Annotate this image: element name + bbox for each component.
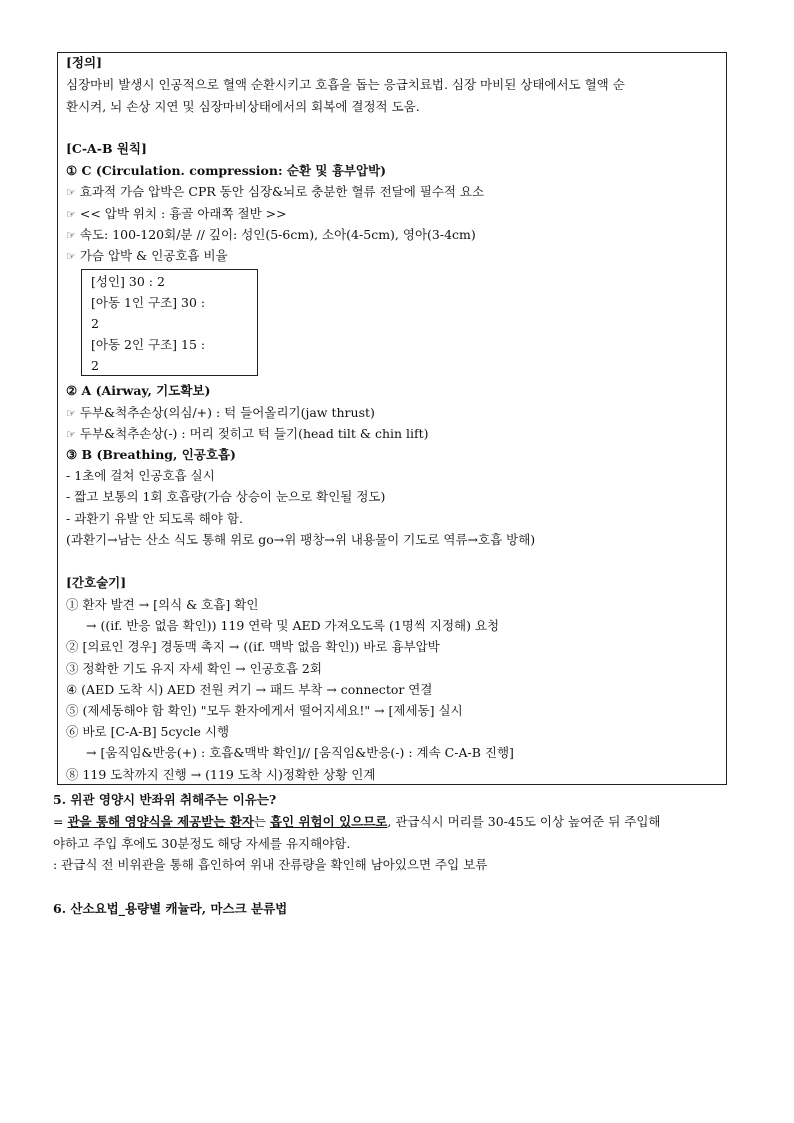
nursing-step: ⑧ 119 도착까지 진행 → (119 도착 시)정확한 상황 인계 — [66, 767, 376, 782]
q5-answer-line-2: 야하고 주입 후에도 30분정도 해당 자세를 유지해야함. — [53, 836, 351, 851]
definition-heading: [정의] — [66, 55, 102, 70]
nursing-step: ⑥ 바로 [C-A-B] 5cycle 시행 — [66, 724, 230, 739]
nursing-heading: [간호술기] — [66, 575, 127, 590]
hand-pointing-icon: ☞ — [66, 186, 76, 199]
hand-pointing-icon: ☞ — [66, 229, 76, 242]
ratio-line: 2 — [91, 316, 99, 331]
ratio-line: 2 — [91, 358, 99, 373]
c-item: ☞ 효과적 가슴 압박은 CPR 동안 심장&뇌로 충분한 혈류 전달에 필수적 요소 — [66, 184, 485, 199]
hand-pointing-icon: ☞ — [66, 250, 76, 263]
definition-line-1: 심장마비 발생시 인공적으로 혈액 순환시키고 호흡을 돕는 응급치료법. 심장 마비된 상태에서도 혈액 순 — [66, 77, 625, 92]
nursing-step: ④ (AED 도착 시) AED 전원 켜기 → 패드 부착 → connector 연결 — [66, 682, 433, 697]
c-item: ☞ 가슴 압박 & 인공호흡 비율 — [66, 248, 228, 263]
nursing-step: ② [의료인 경우] 경동맥 촉지 → ((if. 맥박 없음 확인)) 바로 흉부압박 — [66, 639, 440, 654]
definition-line-2: 환시켜, 뇌 손상 지연 및 심장마비상태에서의 회복에 결정적 도움. — [66, 99, 420, 114]
a-title: ② A (Airway, 기도확보) — [66, 383, 211, 398]
hand-pointing-icon: ☞ — [66, 208, 76, 221]
c-item: ☞ << 압박 위치 : 흉골 아래쪽 절반 >> — [66, 206, 287, 221]
q5-emphasis: 관을 통해 영양식을 제공받는 환자 — [67, 814, 254, 829]
c-title: ① C (Circulation. compression: 순환 및 흉부압박) — [66, 163, 387, 178]
q5-note: : 관급식 전 비위관을 통해 흡인하여 위내 잔류량을 확인해 남아있으면 주입 보류 — [53, 857, 488, 872]
q5-emphasis: 흡인 위험이 있으므로 — [269, 814, 388, 829]
b-item: (과환기→남는 산소 식도 통해 위로 go→위 팽창→위 내용물이 기도로 역류→호흡 방해) — [66, 532, 536, 547]
nursing-step: ① 환자 발견 → [의식 & 호흡] 확인 — [66, 597, 259, 612]
q6-title: 6. 산소요법_용량별 캐뉼라, 마스크 분류법 — [53, 901, 288, 916]
cab-heading: [C-A-B 원칙] — [66, 141, 147, 156]
nursing-step: ⑤ (제세동해야 함 확인) "모두 환자에게서 떨어지세요!" → [제세동] 실시 — [66, 703, 463, 718]
hand-pointing-icon: ☞ — [66, 407, 76, 420]
a-item: ☞ 두부&척추손상(-) : 머리 젖히고 턱 들기(head tilt & chin lift) — [66, 426, 429, 441]
q5-title: 5. 위관 영양시 반좌위 취해주는 이유는? — [53, 792, 277, 807]
a-item: ☞ 두부&척추손상(의심/+) : 턱 들어올리기(jaw thrust) — [66, 405, 375, 420]
nursing-step: → ((if. 반응 없음 확인)) 119 연락 및 AED 가져오도록 (1명씩 지정해) 요청 — [86, 618, 500, 633]
ratio-line: [성인] 30 : 2 — [91, 274, 165, 289]
b-title: ③ B (Breathing, 인공호흡) — [66, 447, 236, 462]
nursing-step: → [움직임&반응(+) : 호흡&맥박 확인]// [움직임&반응(-) : 계속 C-A-B 진행] — [86, 745, 514, 760]
q5-answer: = 관을 통해 영양식을 제공받는 환자는 흡인 위험이 있으므로, 관급식시 머리를 30-45도 이상 높여준 뒤 주입해 — [53, 814, 661, 829]
b-item: - 1초에 걸쳐 인공호흡 실시 — [66, 468, 215, 483]
nursing-step: ③ 정확한 기도 유지 자세 확인 → 인공호흡 2회 — [66, 661, 322, 676]
ratio-line: [아동 2인 구조] 15 : — [91, 337, 206, 352]
b-item: - 과환기 유발 안 되도록 해야 함. — [66, 511, 243, 526]
hand-pointing-icon: ☞ — [66, 428, 76, 441]
c-item: ☞ 속도: 100-120회/분 // 깊이: 성인(5-6cm), 소아(4-5cm), 영아(3-4cm) — [66, 227, 476, 242]
ratio-line: [아동 1인 구조] 30 : — [91, 295, 206, 310]
b-item: - 짧고 보통의 1회 호흡량(가슴 상승이 눈으로 확인될 정도) — [66, 489, 386, 504]
